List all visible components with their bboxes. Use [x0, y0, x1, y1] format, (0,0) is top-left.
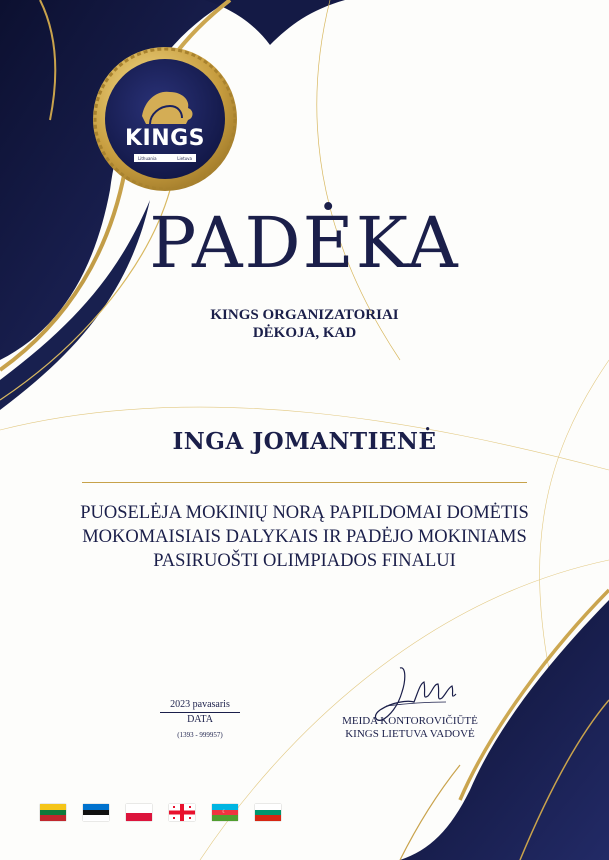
subtitle-line-2: DĖKOJA, KAD [252, 325, 357, 341]
logo-text: KINGS [124, 126, 206, 151]
certificate-code: (1393 - 999957) [177, 731, 223, 739]
certificate-title: PADĖKA [149, 202, 460, 284]
date-value: 2023 pavasaris [170, 699, 230, 710]
logo-subtitle-left: Lithuania [138, 155, 157, 161]
reason-line-2: MOKOMAISIAIS DALYKAIS IR PADĖJO MOKINIAMS [82, 527, 527, 547]
reason-line-3: PASIRUOŠTI OLIMPIADOS FINALUI [153, 551, 456, 571]
poland-flag [126, 804, 152, 821]
name-divider [82, 482, 527, 483]
logo-subtitle-bar [134, 154, 196, 162]
azerbaijan-flag: ☾ [212, 804, 238, 821]
lithuania-flag [40, 804, 66, 821]
seal-icon [90, 44, 240, 194]
subtitle-line-1: KINGS ORGANIZATORIAI [210, 307, 399, 323]
kings-logo-seal [90, 44, 240, 194]
estonia-flag [83, 804, 109, 821]
date-label: DATA [187, 714, 213, 725]
logo-subtitle-right: Lietuva [177, 155, 192, 161]
signer-title: KINGS LIETUVA VADOVĖ [345, 728, 475, 740]
country-flags [40, 804, 281, 821]
recipient-name: INGA JOMANTIENĖ [172, 428, 437, 455]
signer-name: MEIDA KONTOROVIČIŪTĖ [342, 715, 478, 727]
date-line [160, 712, 240, 713]
bulgaria-flag [255, 804, 281, 821]
reason-line-1: PUOSELĖJA MOKINIŲ NORĄ PAPILDOMAI DOMĖTIS [80, 503, 529, 523]
georgia-flag [169, 804, 195, 821]
